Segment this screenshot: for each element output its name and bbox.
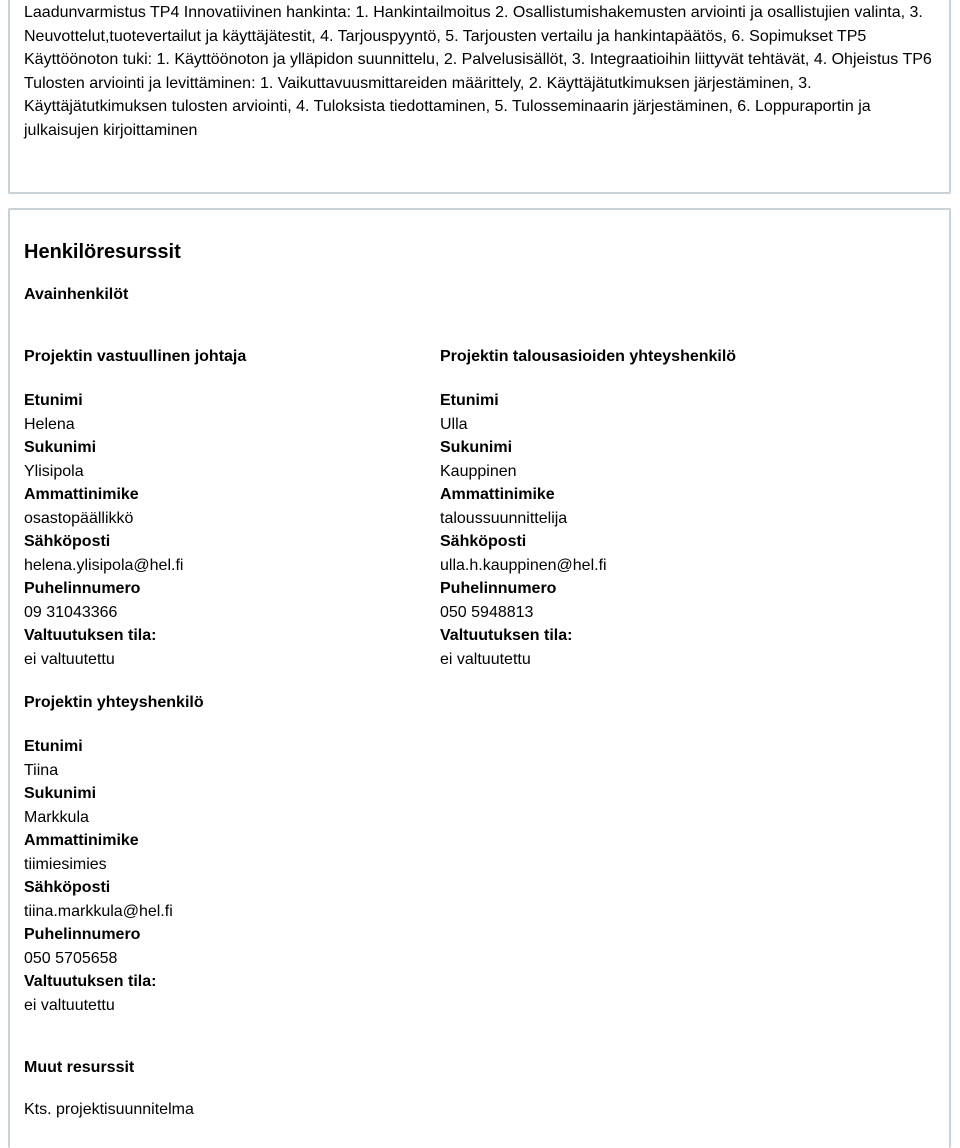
- job-title-label: Ammattinimike: [24, 486, 139, 503]
- last-name-label: Sukunimi: [24, 439, 97, 456]
- subsection-heading: Avainhenkilöt: [24, 286, 129, 303]
- phone-label: Puhelinnumero: [440, 580, 557, 597]
- last-name-value: Markkula: [24, 808, 89, 826]
- first-name-label: Etunimi: [440, 392, 499, 409]
- authorization-value: ei valtuutettu: [24, 650, 115, 668]
- first-name-label: Etunimi: [24, 738, 83, 755]
- last-name-label: Sukunimi: [24, 785, 97, 802]
- job-title-label: Ammattinimike: [24, 832, 139, 849]
- contact-role: Projektin vastuullinen johtaja: [24, 348, 247, 365]
- first-name-value: Tiina: [24, 761, 59, 779]
- contact-card-project-contact: [24, 693, 424, 1017]
- other-resources-heading: Muut resurssit: [24, 1059, 135, 1076]
- job-title-value: taloussuunnittelija: [440, 509, 568, 527]
- first-name-value: Helena: [24, 415, 75, 433]
- phone-label: Puhelinnumero: [24, 580, 141, 597]
- phone-value: 050 5705658: [24, 949, 118, 967]
- authorization-value: ei valtuutettu: [24, 996, 115, 1014]
- last-name-value: Kauppinen: [440, 462, 517, 480]
- work-package-description: Laadunvarmistus TP4 Innovatiivinen hankinta: 1. Hankintailmoitus 2. Osallistumishakemusten arviointi ja osallistujien valinta, 3. Neuvottelut,tuotevertailut ja käyttäjätestit, 4. Tarjouspyyntö, 5. Tarjousten vertailu ja hankintapäätös, 6. Sopimukset TP5 Käyttöönoton tuki: 1. Käyttöönoton ja ylläpidon suunnittelu, 2. Palvelusisällöt, 3. Integraatioihin liittyvät tehtävät, 4. Ohjeistus TP6 Tulosten arviointi ja levittäminen: 1. Vaikuttavuusmittareiden määrittely, 2. Käyttäjätutkimuksen järjestäminen, 3. Käyttäjätutkimuksen tulosten arviointi, 4. Tuloksista tiedottaminen, 5. Tulosseminaarin järjestäminen, 6. Loppuraportin ja julkaisujen kirjoittaminen: [24, 4, 932, 139]
- last-name-label: Sukunimi: [440, 439, 513, 456]
- phone-label: Puhelinnumero: [24, 926, 141, 943]
- email-label: Sähköposti: [24, 533, 111, 550]
- email-label: Sähköposti: [24, 879, 111, 896]
- contact-card-finance: [440, 347, 920, 671]
- authorization-label: Valtuutuksen tila:: [24, 973, 157, 990]
- job-title-value: osastopäällikkö: [24, 509, 134, 527]
- personnel-section: [8, 208, 951, 1148]
- section-heading: Henkilöresurssit: [24, 241, 181, 263]
- email-value: helena.ylisipola@hel.fi: [24, 556, 184, 574]
- email-value: ulla.h.kauppinen@hel.fi: [440, 556, 607, 574]
- job-title-value: tiimiesimies: [24, 855, 107, 873]
- authorization-value: ei valtuutettu: [440, 650, 531, 668]
- other-resources-text: Kts. projektisuunnitelma: [24, 1101, 194, 1118]
- first-name-label: Etunimi: [24, 392, 83, 409]
- first-name-value: Ulla: [440, 415, 468, 433]
- email-label: Sähköposti: [440, 533, 527, 550]
- authorization-label: Valtuutuksen tila:: [24, 627, 157, 644]
- top-section: [8, 0, 951, 194]
- phone-value: 050 5948813: [440, 603, 534, 621]
- job-title-label: Ammattinimike: [440, 486, 555, 503]
- contact-role: Projektin yhteyshenkilö: [24, 694, 204, 711]
- contact-role: Projektin talousasioiden yhteyshenkilö: [440, 348, 737, 365]
- contact-card-director: [24, 347, 424, 671]
- authorization-label: Valtuutuksen tila:: [440, 627, 573, 644]
- last-name-value: Ylisipola: [24, 462, 84, 480]
- phone-value: 09 31043366: [24, 603, 118, 621]
- email-value: tiina.markkula@hel.fi: [24, 902, 173, 920]
